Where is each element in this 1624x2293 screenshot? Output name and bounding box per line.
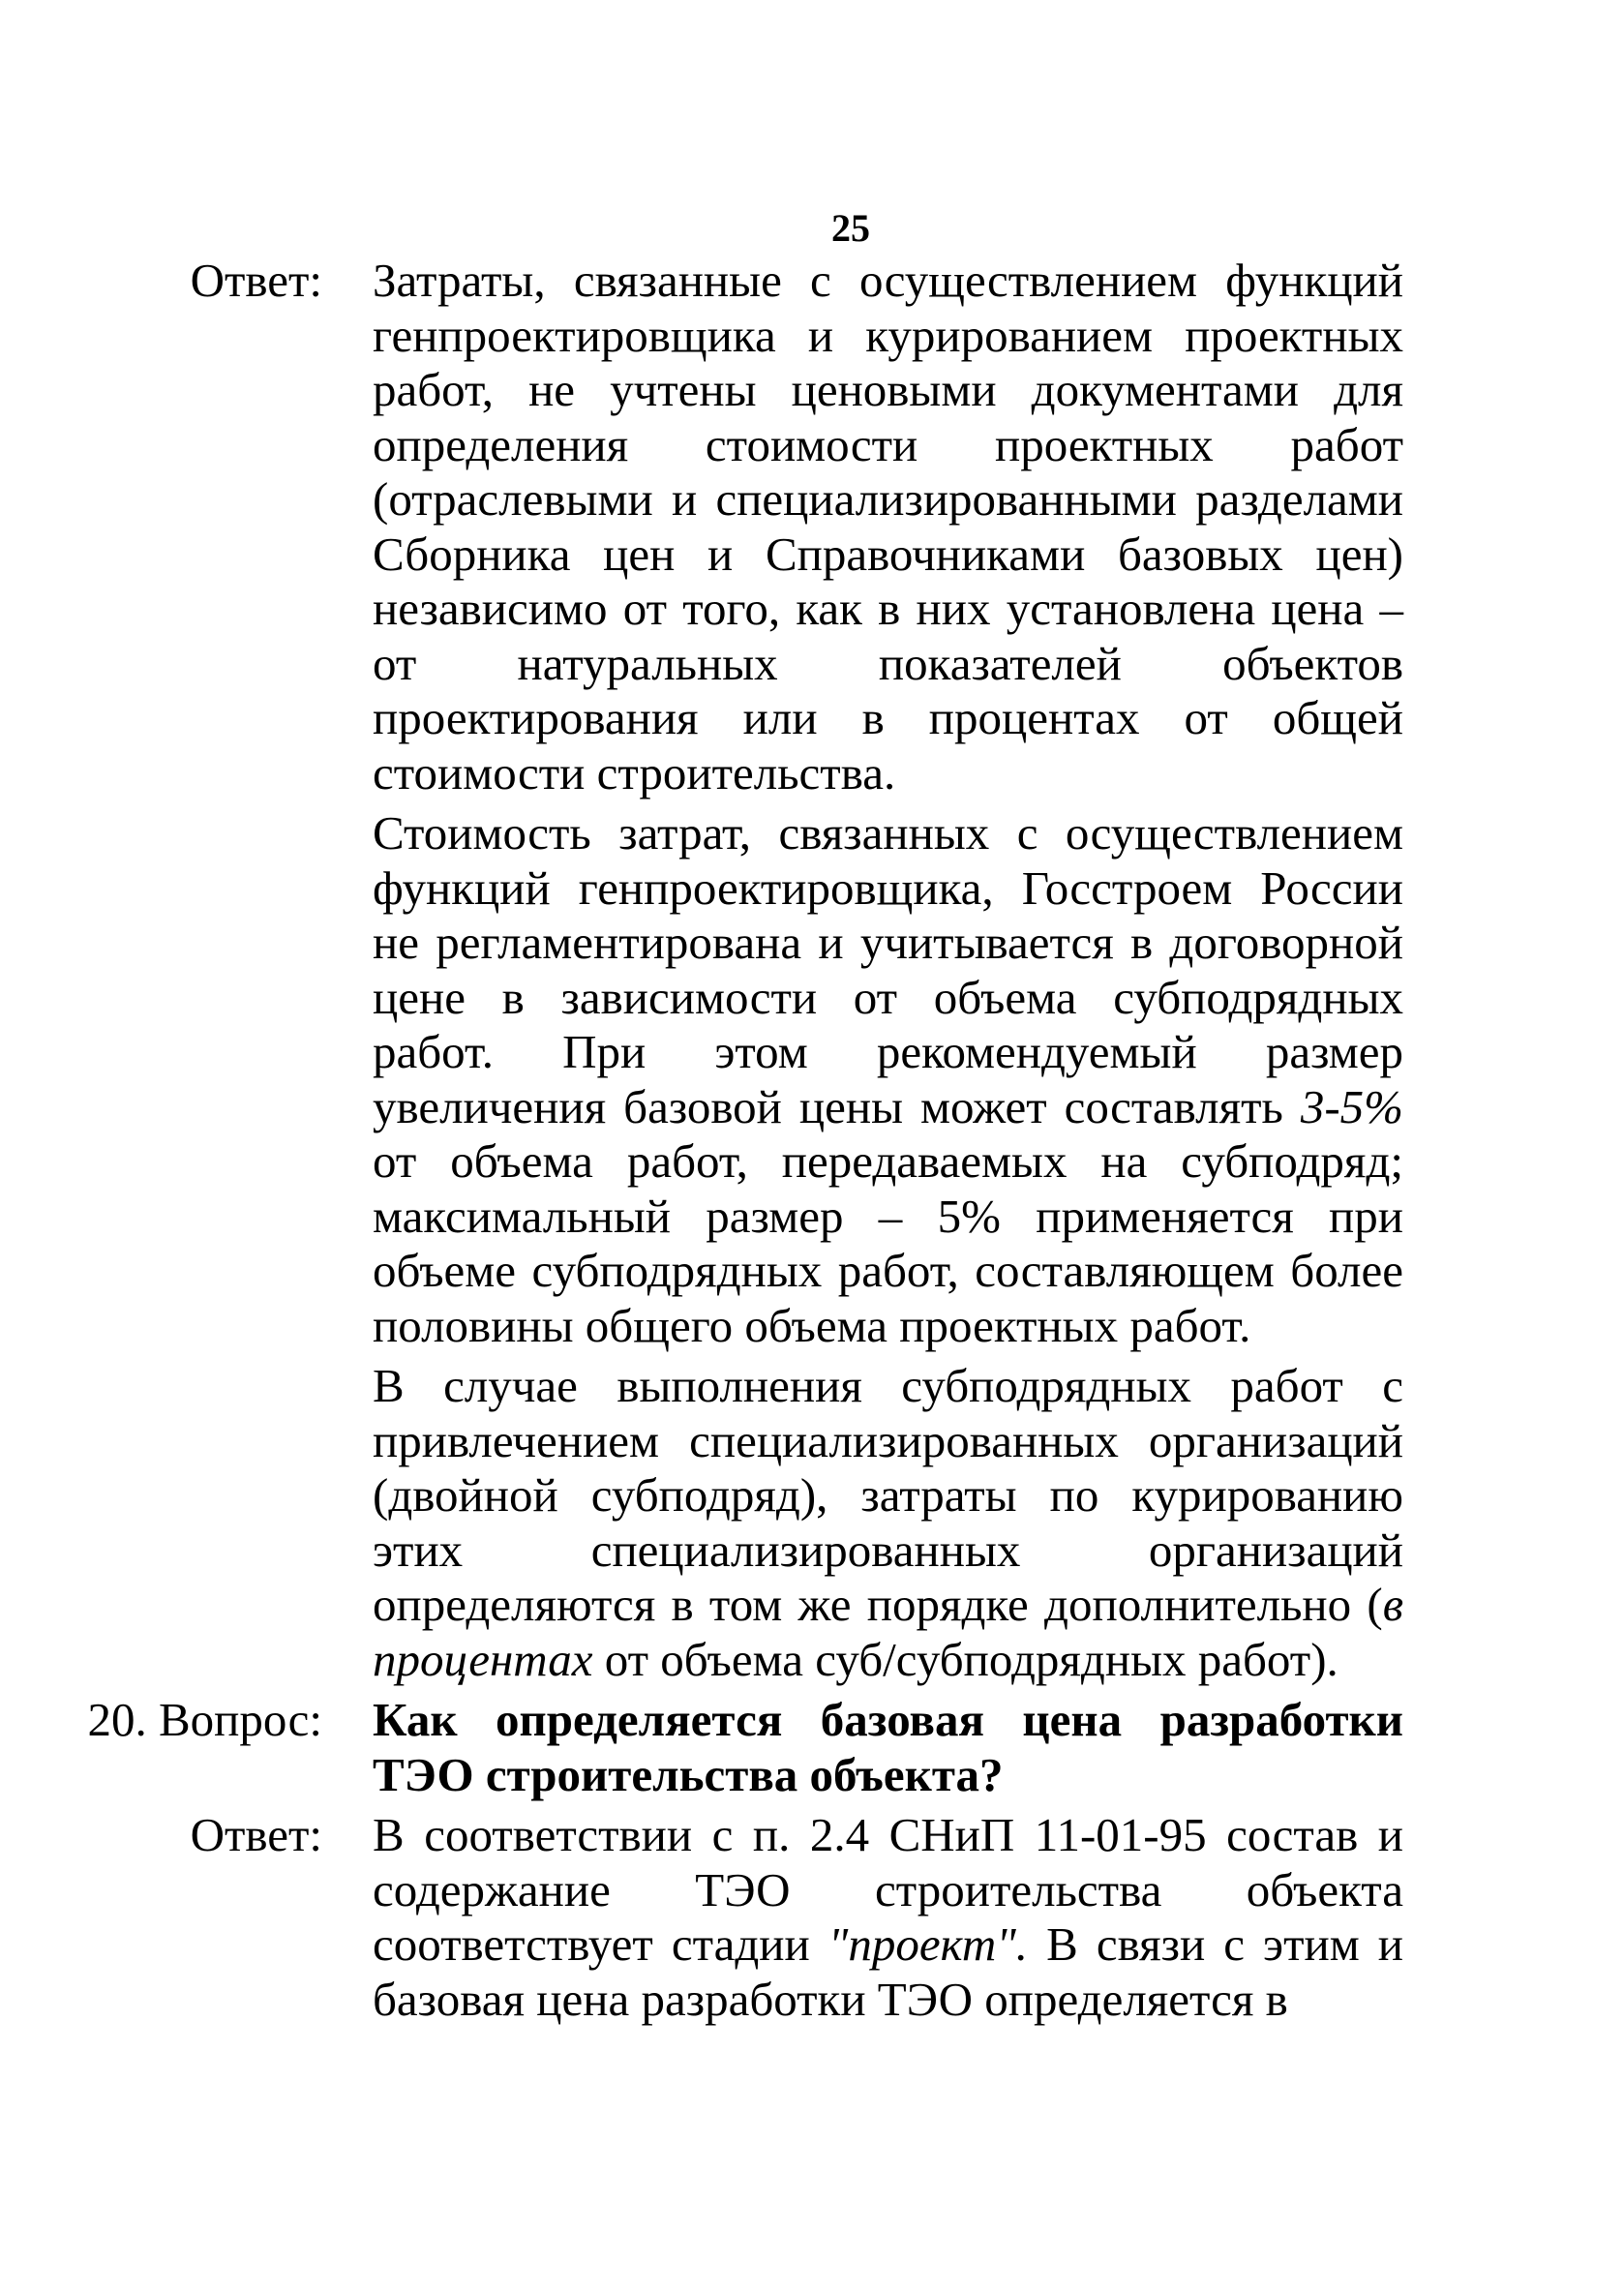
answer-label: Ответ: [190, 1808, 322, 1861]
answer-block-19 [58, 254, 1403, 1693]
italic-text-run: 3-5% [1300, 1079, 1403, 1133]
answer-paragraph [373, 254, 1403, 800]
question-block-20 [58, 1693, 1403, 1808]
text-run: от объема работ, передаваемых на субподряд; максимальный размер – 5% применяется при объеме субподрядных работ, составляющем более половины общего объема проектных работ. [373, 1134, 1403, 1352]
question-text: Как определяется базовая цена разработки ТЭО строительства объекта? [373, 1693, 1403, 1801]
answer-label: Ответ: [190, 254, 322, 307]
question-label: 20. Вопрос: [87, 1693, 322, 1746]
answer-text-20 [373, 1808, 1403, 2033]
page-number: 25 [831, 206, 870, 250]
italic-text-run: "проект". [827, 1917, 1029, 1971]
answer-paragraph [373, 1359, 1403, 1687]
answer-paragraph [373, 806, 1403, 1353]
question-text-20 [373, 1693, 1403, 1808]
answer-block-20 [58, 1808, 1403, 2033]
text-run: В случае выполнения субподрядных работ с привлечением специализированных организаций (двойной субподряд), затраты по курированию этих специализированных организаций определяются в том же порядке дополнительно ( [373, 1359, 1403, 1631]
document-content [58, 254, 1403, 2033]
text-run: Затраты, связанные с осуществлением функций генпроектировщика и курированием проектных работ, не учтены ценовыми документами для определения стоимости проектных работ (отраслевыми и специализированными разделами Сборника цен и Справочниками базовых цен) независимо от того, как в них установлена цена – от натуральных показателей объектов проектирования или в процентах от общей стоимости строительства. [373, 254, 1403, 800]
text-run: Стоимость затрат, связанных с осуществлением функций генпроектировщика, Госстроем России не регламентирована и учитывается в договорной цене в зависимости от объема субподрядных работ. При этом рекомендуемый размер увеличения базовой цены может составлять [373, 806, 1403, 1133]
text-run: В связи с этим и базовая цена разработки ТЭО определяется в [373, 1917, 1403, 2026]
answer-paragraph [373, 1808, 1403, 2027]
answer-text-19 [373, 254, 1403, 1693]
text-run: В соответствии с п. 2.4 СНиП 11-01-95 состав и содержание ТЭО строительства объекта соответствует стадии [373, 1808, 1403, 1971]
italic-text-run: в процентах [373, 1578, 1403, 1686]
text-run: от объема суб/субподрядных работ). [592, 1632, 1338, 1686]
